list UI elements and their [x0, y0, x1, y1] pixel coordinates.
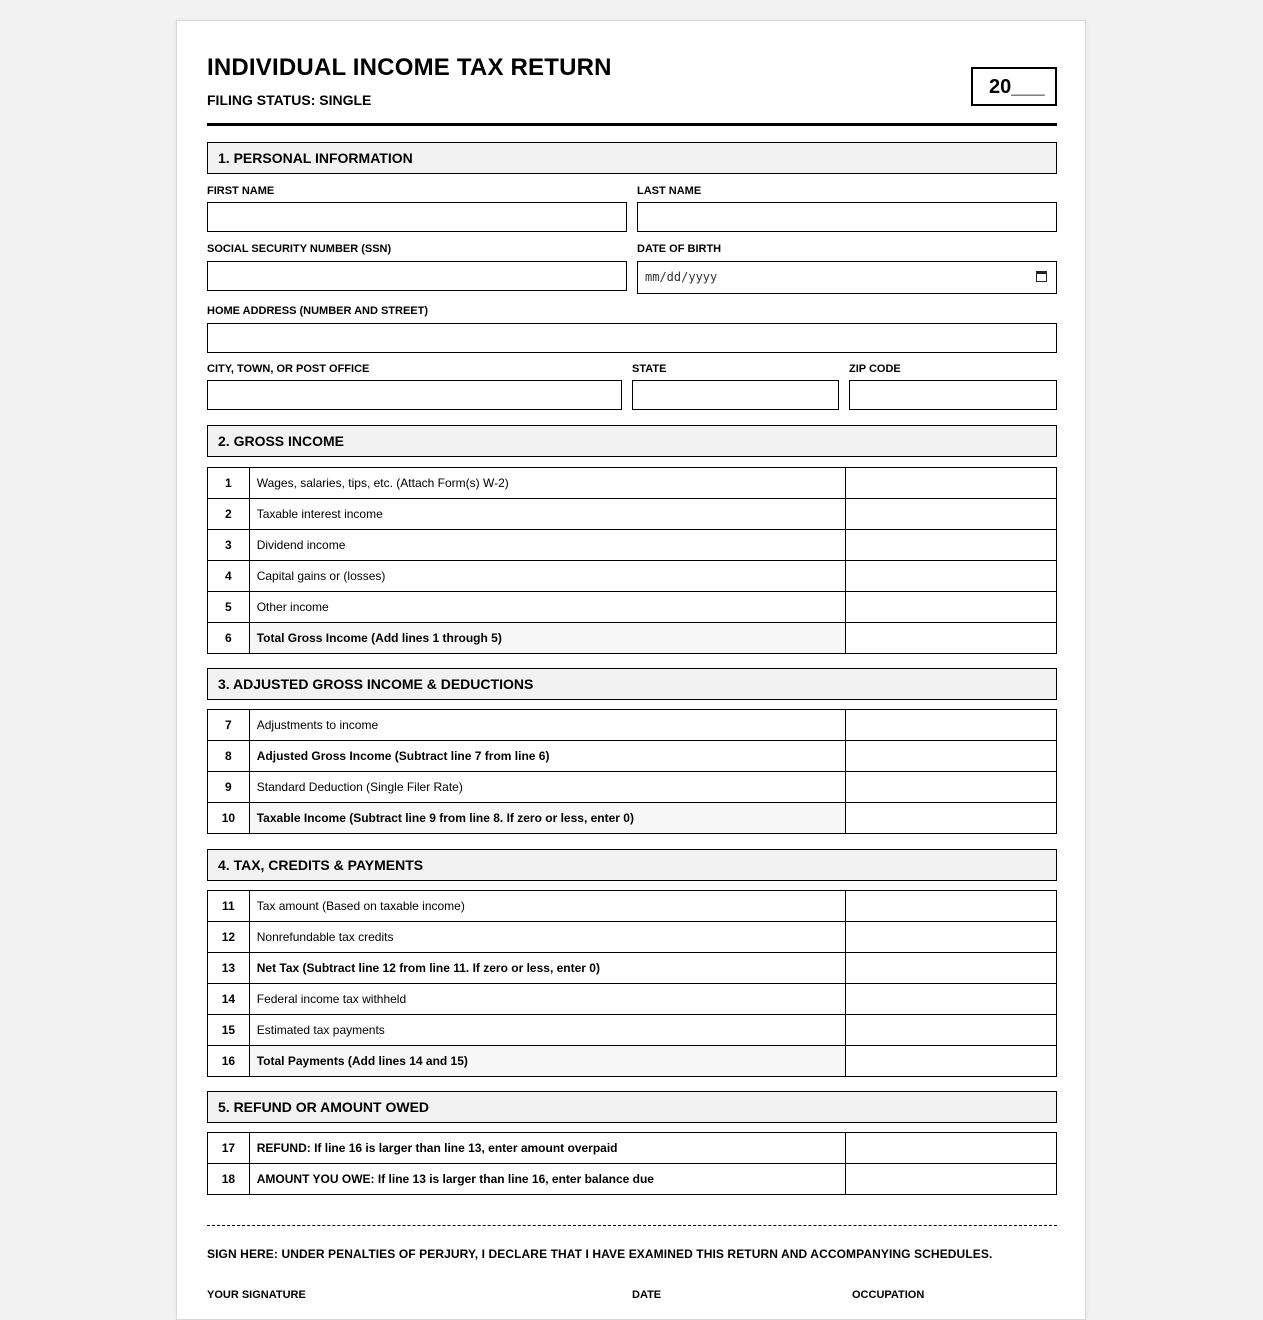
- line-12-amount-input[interactable]: [845, 922, 1056, 953]
- table-row: [208, 803, 1057, 834]
- tax-year-box: 20___: [971, 67, 1057, 106]
- line-17-amount-input[interactable]: [845, 1133, 1056, 1164]
- line-3-amount-input[interactable]: [845, 530, 1056, 561]
- table-row: [208, 984, 1057, 1015]
- zip-code-input[interactable]: [849, 380, 1057, 410]
- section-adjusted-gross-income: 3. ADJUSTED GROSS INCOME & DEDUCTIONS: [207, 668, 1057, 700]
- line-7-amount-input[interactable]: [845, 710, 1056, 741]
- signature-divider: [207, 1225, 1057, 1226]
- table-row: [208, 1046, 1057, 1077]
- dob-label: DATE OF BIRTH: [637, 243, 722, 255]
- first-name-input[interactable]: [207, 202, 627, 232]
- line-6-amount-input[interactable]: [845, 623, 1056, 654]
- line-description: Taxable interest income: [249, 499, 845, 530]
- table-row: [208, 891, 1057, 922]
- line-description: Wages, salaries, tips, etc. (Attach Form(s) W-2): [249, 468, 845, 499]
- line-number: 2: [208, 499, 250, 530]
- last-name-input[interactable]: [637, 202, 1057, 232]
- home-address-input[interactable]: [207, 323, 1057, 353]
- table-row: [208, 922, 1057, 953]
- date-of-birth-input[interactable]: [637, 261, 1057, 294]
- last-name-label: LAST NAME: [637, 185, 702, 197]
- line-2-amount-input[interactable]: [845, 499, 1056, 530]
- your-signature-label: YOUR SIGNATURE: [207, 1289, 306, 1301]
- ssn-label: SOCIAL SECURITY NUMBER (SSN): [207, 243, 392, 255]
- line-15-amount-input[interactable]: [845, 1015, 1056, 1046]
- line-number: 8: [208, 741, 250, 772]
- line-16-amount-input[interactable]: [845, 1046, 1056, 1077]
- first-name-label: FIRST NAME: [207, 185, 275, 197]
- city-label: CITY, TOWN, OR POST OFFICE: [207, 363, 370, 375]
- line-description: Adjusted Gross Income (Subtract line 7 from line 6): [249, 741, 845, 772]
- signature-declaration: SIGN HERE: UNDER PENALTIES OF PERJURY, I DECLARE THAT I HAVE EXAMINED THIS RETURN AND ACCOMPANYING SCHEDULES.: [207, 1247, 993, 1261]
- gross-income-table: [207, 467, 1057, 654]
- tax-form-page: [176, 20, 1086, 1320]
- table-row: [208, 1015, 1057, 1046]
- line-description: AMOUNT YOU OWE: If line 13 is larger than line 16, enter balance due: [249, 1164, 845, 1195]
- table-row: [208, 468, 1057, 499]
- line-description: Nonrefundable tax credits: [249, 922, 845, 953]
- table-row: [208, 530, 1057, 561]
- line-number: 6: [208, 623, 250, 654]
- section-tax-credits-payments: 4. TAX, CREDITS & PAYMENTS: [207, 849, 1057, 881]
- line-8-amount-input[interactable]: [845, 741, 1056, 772]
- line-number: 18: [208, 1164, 250, 1195]
- line-4-amount-input[interactable]: [845, 561, 1056, 592]
- signature-date-label: DATE: [632, 1289, 662, 1301]
- line-description: Total Payments (Add lines 14 and 15): [249, 1046, 845, 1077]
- line-9-amount-input[interactable]: [845, 772, 1056, 803]
- line-number: 1: [208, 468, 250, 499]
- table-row: [208, 710, 1057, 741]
- section-gross-income: 2. GROSS INCOME: [207, 425, 1057, 457]
- line-number: 7: [208, 710, 250, 741]
- line-number: 16: [208, 1046, 250, 1077]
- refund-table: [207, 1132, 1057, 1195]
- line-number: 13: [208, 953, 250, 984]
- line-number: 11: [208, 891, 250, 922]
- line-13-amount-input[interactable]: [845, 953, 1056, 984]
- line-number: 15: [208, 1015, 250, 1046]
- line-number: 9: [208, 772, 250, 803]
- section-refund-or-amount-owed: 5. REFUND OR AMOUNT OWED: [207, 1091, 1057, 1123]
- line-description: Tax amount (Based on taxable income): [249, 891, 845, 922]
- line-number: 4: [208, 561, 250, 592]
- tax-table: [207, 890, 1057, 1077]
- line-description: Adjustments to income: [249, 710, 845, 741]
- line-description: Estimated tax payments: [249, 1015, 845, 1046]
- table-row: [208, 1164, 1057, 1195]
- table-row: [208, 1133, 1057, 1164]
- agi-table: [207, 709, 1057, 834]
- line-5-amount-input[interactable]: [845, 592, 1056, 623]
- ssn-input[interactable]: [207, 261, 627, 291]
- form-title: INDIVIDUAL INCOME TAX RETURN: [207, 54, 612, 81]
- dob-placeholder: mm/dd/yyyy: [645, 270, 718, 284]
- line-description: Federal income tax withheld: [249, 984, 845, 1015]
- line-1-amount-input[interactable]: [845, 468, 1056, 499]
- line-description: Standard Deduction (Single Filer Rate): [249, 772, 845, 803]
- line-14-amount-input[interactable]: [845, 984, 1056, 1015]
- line-description: Total Gross Income (Add lines 1 through 5): [249, 623, 845, 654]
- line-number: 3: [208, 530, 250, 561]
- line-description: Taxable Income (Subtract line 9 from line 8. If zero or less, enter 0): [249, 803, 845, 834]
- zip-code-label: ZIP CODE: [849, 363, 901, 375]
- calendar-icon[interactable]: [1036, 271, 1047, 282]
- occupation-label: OCCUPATION: [852, 1289, 925, 1301]
- line-10-amount-input[interactable]: [845, 803, 1056, 834]
- line-11-amount-input[interactable]: [845, 891, 1056, 922]
- table-row: [208, 561, 1057, 592]
- form-header: [207, 21, 1057, 126]
- city-input[interactable]: [207, 380, 622, 410]
- table-row: [208, 953, 1057, 984]
- table-row: [208, 499, 1057, 530]
- table-row: [208, 741, 1057, 772]
- line-number: 5: [208, 592, 250, 623]
- table-row: [208, 772, 1057, 803]
- line-description: Other income: [249, 592, 845, 623]
- home-address-label: HOME ADDRESS (NUMBER AND STREET): [207, 305, 429, 317]
- line-number: 12: [208, 922, 250, 953]
- line-description: REFUND: If line 16 is larger than line 13, enter amount overpaid: [249, 1133, 845, 1164]
- line-18-amount-input[interactable]: [845, 1164, 1056, 1195]
- line-description: Capital gains or (losses): [249, 561, 845, 592]
- line-description: Net Tax (Subtract line 12 from line 11. If zero or less, enter 0): [249, 953, 845, 984]
- state-label: STATE: [632, 363, 667, 375]
- table-row: [208, 592, 1057, 623]
- line-number: 10: [208, 803, 250, 834]
- line-number: 17: [208, 1133, 250, 1164]
- line-number: 14: [208, 984, 250, 1015]
- section-personal-information: 1. PERSONAL INFORMATION: [207, 142, 1057, 174]
- line-description: Dividend income: [249, 530, 845, 561]
- table-row: [208, 623, 1057, 654]
- state-input[interactable]: [632, 380, 839, 410]
- filing-status: FILING STATUS: SINGLE: [207, 92, 372, 108]
